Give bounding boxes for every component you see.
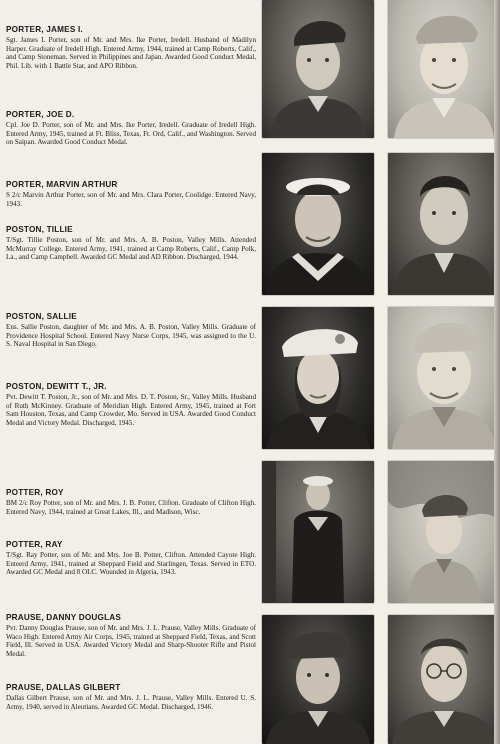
entry-poston-dewitt bbox=[6, 382, 256, 427]
portrait-silhouette-icon bbox=[388, 461, 500, 603]
entry-bio: T/Sgt. Tillie Poston, son of Mr. and Mrs. A. B. Poston, Valley Mills. Attended McMurray College. Entered Army, 1941, trained at Camp Roberts, Calif., Camp Polk, La., and Camp Campbell. Awarded GC Medal and AD Ribbon. Discharged, 1944. bbox=[6, 236, 256, 262]
photo-prause-danny bbox=[262, 615, 374, 744]
entry-prause-dallas bbox=[6, 683, 256, 711]
entry-name: POTTER, ROY bbox=[6, 488, 64, 497]
entry-potter-roy bbox=[6, 488, 256, 516]
portrait-silhouette-icon bbox=[262, 307, 374, 449]
entry-name: PORTER, MARVIN ARTHUR bbox=[6, 180, 118, 189]
entry-name: PRAUSE, DALLAS GILBERT bbox=[6, 683, 121, 692]
entry-name: POTTER, RAY bbox=[6, 540, 63, 549]
photo-potter-ray bbox=[388, 461, 500, 603]
entry-potter-ray bbox=[6, 540, 256, 577]
photo-poston-sallie bbox=[262, 307, 374, 449]
photo-potter-roy bbox=[262, 461, 374, 603]
entry-bio: Pvt. Dewitt T. Poston, Jr., son of Mr. and Mrs. D. T. Poston, Sr., Valley Mills. Husband of Ruth McKinney. Graduate of Meridian High. Entered Army, 1945, trained at Fort Sam Houston, Texas, and Camp Crowder, Mo. Served in USA. Awarded Good Conduct Medal and Victory Medal. Discharged, 1945. bbox=[6, 393, 256, 427]
entry-name: POSTON, DEWITT T., JR. bbox=[6, 382, 107, 391]
entry-bio: T/Sgt. Ray Potter, son of Mr. and Mrs. Joe B. Potter, Clifton. Attended Cayote High. Enteerd Army, 1941, trained at Sheppard Field and Starlingen, Texas. Served in ETO. Awarded GC Medal and 8 OLC. Wounded in Algeria, 1943. bbox=[6, 551, 256, 577]
entry-bio: Dallas Gilbert Prause, son of Mr. and Mrs. J. L. Prause, Valley Mills. Entered U. S. Army, 1940, served in Aleutians. Awarded GC Medal. Discharged, 1946. bbox=[6, 694, 256, 711]
photo-poston-dewitt bbox=[388, 307, 500, 449]
entry-bio: Cpl. Joe D. Porter, son of Mr. and Mrs. Ike Porter, Iredell. Graduate of Iredell High. Entered Army, 1945, trained at Ft. Bliss, Texas, Ft. Ord, Calif., and Washington. Served on Saipan. Awarded Good Conduct Medal. bbox=[6, 121, 256, 147]
photo-prause-dallas bbox=[388, 615, 500, 744]
entry-name: PORTER, JOE D. bbox=[6, 110, 75, 119]
photo-porter-joe bbox=[388, 0, 500, 138]
portrait-silhouette-icon bbox=[262, 461, 374, 603]
entry-bio: BM 2/c Roy Potter, son of Mr. and Mrs. J. B. Potter, Clifton. Graduate of Clifton High. Entered Navy, 1944, trained at Great Lakes, Ill., and Madison, Wisc. bbox=[6, 499, 256, 516]
portrait-silhouette-icon bbox=[388, 615, 500, 744]
portrait-silhouette-icon bbox=[388, 307, 500, 449]
photo-porter-james bbox=[262, 0, 374, 138]
entry-porter-james bbox=[6, 25, 256, 70]
entry-bio: Ens. Sallie Poston, daughter of Mr. and Mrs. A. B. Poston, Valley Mills. Graduate of Providence Hospital School. Entered Navy Nurse Corps, 1945, was assigned to the U. S. Naval Hospital in San Diego. bbox=[6, 323, 256, 349]
entry-name: POSTON, TILLIE bbox=[6, 225, 73, 234]
portrait-silhouette-icon bbox=[388, 0, 500, 138]
portrait-silhouette-icon bbox=[262, 615, 374, 744]
page-edge bbox=[494, 0, 500, 744]
entry-bio: Pvt. Danny Douglas Prause, son of Mr. and Mrs. J. L. Prause, Valley Mills. Graduate of Waco High. Entered Army Air Corps, 1945, trained at Sheppard Field, Texas, and Scott Field, Ill. Served in USA. Awarded Victory Medal and Sharp-Shooter Rifle and Pistol Medal. bbox=[6, 624, 256, 658]
entry-name: PORTER, JAMES I. bbox=[6, 25, 83, 34]
entry-poston-sallie bbox=[6, 312, 256, 349]
portrait-silhouette-icon bbox=[388, 153, 500, 295]
entry-bio: Sgt. James I. Porter, son of Mr. and Mrs. Ike Porter, Iredell. Husband of Madilyn Harper. Graduate of Iredell High. Entered Army, 1944, trained at Camp Roberts, Calif., and Camp Stoneman. Served in Philippines and Japan. Awarded Good Conduct Medal, Phil. Lib. with 1 Battle Star, and APO Ribbon. bbox=[6, 36, 256, 70]
entry-porter-joe bbox=[6, 110, 256, 147]
photo-poston-tillie bbox=[388, 153, 500, 295]
photo-column bbox=[258, 0, 500, 744]
entry-name: POSTON, SALLIE bbox=[6, 312, 77, 321]
entry-bio: S 2/c Marvin Arthur Porter, son of Mr. and Mrs. Clara Porter, Coolidge. Entered Navy, 1943. bbox=[6, 191, 256, 208]
entry-name: PRAUSE, DANNY DOUGLAS bbox=[6, 613, 122, 622]
portrait-silhouette-icon bbox=[262, 0, 374, 138]
portrait-silhouette-icon bbox=[262, 153, 374, 295]
entry-prause-danny bbox=[6, 613, 256, 658]
entry-porter-marvin bbox=[6, 180, 256, 208]
photo-porter-marvin bbox=[262, 153, 374, 295]
entry-poston-tillie bbox=[6, 225, 256, 262]
